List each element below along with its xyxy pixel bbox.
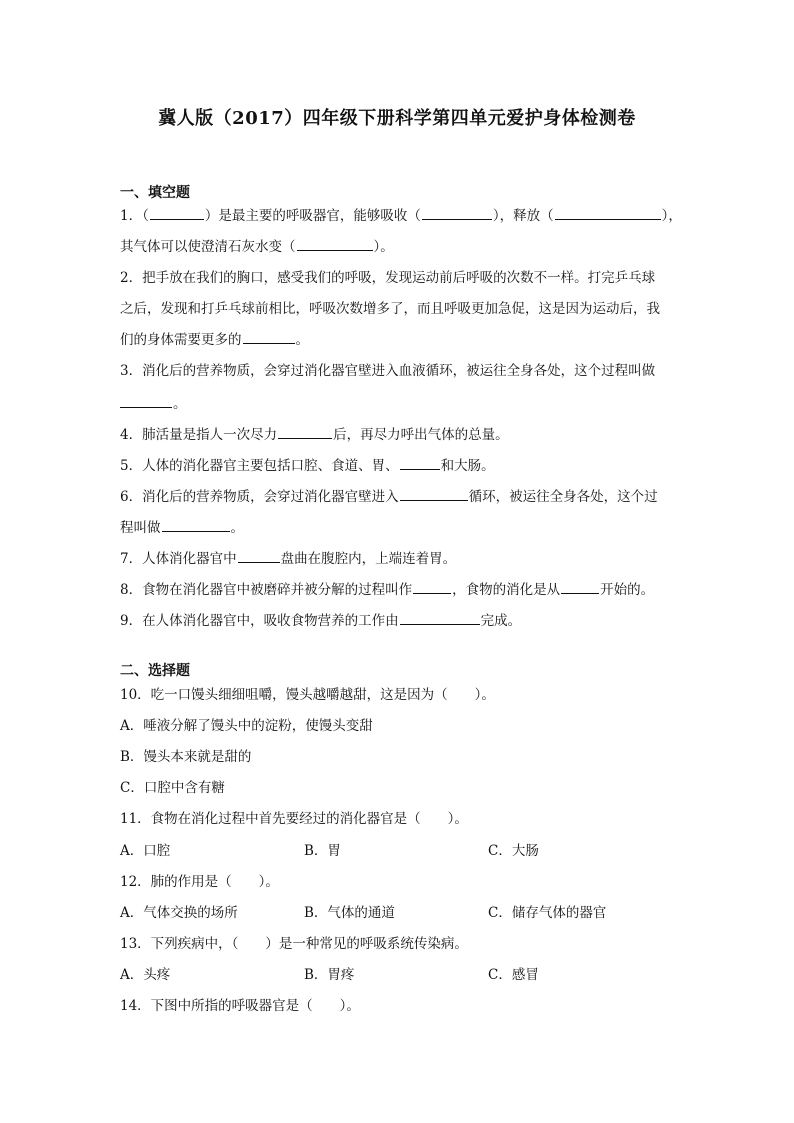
q1-text-f: ）。 <box>373 239 394 255</box>
section-fill-heading: 一、填空题 <box>120 185 190 201</box>
q8-text-c: 开始的。 <box>600 582 655 598</box>
question-12-option-a: A．气体交换的场所 <box>120 905 238 921</box>
q6-blank-2 <box>162 519 230 532</box>
q3-blank <box>120 395 172 408</box>
q1-text-b: ）是最主要的呼吸器官，能够吸收（ <box>204 208 421 224</box>
q6-text-a: 6．消化后的营养物质，会穿过消化器官壁进入 <box>120 489 399 505</box>
question-4 <box>120 426 680 444</box>
question-11-option-c: C．大肠 <box>488 843 539 859</box>
q6-text-b: 循环，被运往全身各处，这个过 <box>468 489 658 505</box>
q3-text-b: 。 <box>173 396 187 412</box>
q2-blank <box>243 331 295 344</box>
question-2-line-2: 之后，发现和打乒乓球前相比，呼吸次数增多了，而且呼吸更加急促，这是因为运动后，我 <box>120 301 660 317</box>
q5-text-b: 和大肠。 <box>440 458 495 474</box>
q2-text-b: 。 <box>295 332 309 348</box>
question-10-stem: 10．吃一口馒头细细咀嚼，馒头越嚼越甜，这是因为（ ）。 <box>120 687 495 703</box>
q7-text-b: 盘曲在腹腔内，上端连着胃。 <box>280 551 457 567</box>
q1-text-a: 1．（ <box>120 208 149 224</box>
section-choice-heading: 二、选择题 <box>120 663 190 679</box>
question-10-option-a: A．唾液分解了馒头中的淀粉，使馒头变甜 <box>120 718 373 734</box>
q7-blank <box>238 550 280 563</box>
question-10-option-b: B．馒头本来就是甜的 <box>120 749 252 765</box>
q7-text-a: 7．人体消化器官中 <box>120 551 237 567</box>
q8-text-a: 8．食物在消化器官中被磨碎并被分解的过程叫作 <box>120 582 413 598</box>
question-3-line-1: 3．消化后的营养物质，会穿过消化器官壁进入血液循环，被运往全身各处，这个过程叫做 <box>120 363 656 379</box>
question-13-option-b: B．胃疼 <box>304 967 355 983</box>
question-2-line-1: 2．把手放在我们的胸口，感受我们的呼吸，发现运动前后呼吸的次数不一样。打完乒乓球 <box>120 270 656 286</box>
q1-blank-1 <box>150 207 204 220</box>
question-10-option-c: C．口腔中含有糖 <box>120 780 225 796</box>
question-1-line-2 <box>120 238 680 256</box>
page-title: 冀人版（2017）四年级下册科学第四单元爱护身体检测卷 <box>158 108 636 129</box>
question-11-option-b: B．胃 <box>304 843 341 859</box>
q6-text-c: 程叫做 <box>120 520 161 536</box>
q1-blank-3 <box>555 207 661 220</box>
question-12-option-c: C．储存气体的器官 <box>488 905 607 921</box>
q1-text-c: ），释放（ <box>492 208 554 224</box>
question-11-stem: 11．食物在消化过程中首先要经过的消化器官是（ ）。 <box>120 811 468 827</box>
question-6-line-1 <box>120 488 680 506</box>
q1-blank-4 <box>297 238 373 251</box>
q5-text-a: 5．人体的消化器官主要包括口腔、食道、胃、 <box>120 458 399 474</box>
q1-blank-2 <box>422 207 492 220</box>
q5-blank <box>400 457 440 470</box>
q9-text-a: 9．在人体消化器官中，吸收食物营养的工作由 <box>120 613 399 629</box>
q2-text-a: 们的身体需要更多的 <box>120 332 242 348</box>
question-11-option-a: A．口腔 <box>120 843 171 859</box>
q6-text-d: 。 <box>230 520 244 536</box>
question-12-stem: 12．肺的作用是（ ）。 <box>120 874 279 890</box>
q8-blank-2 <box>561 581 599 594</box>
q6-blank-1 <box>400 488 468 501</box>
question-13-option-c: C．感冒 <box>488 967 539 983</box>
q9-blank <box>400 612 480 625</box>
question-14-stem: 14．下图中所指的呼吸器官是（ ）。 <box>120 998 360 1014</box>
question-2-line-3 <box>120 331 680 349</box>
question-7 <box>120 550 680 568</box>
question-13-stem: 13．下列疾病中，（ ）是一种常见的呼吸系统传染病。 <box>120 936 468 952</box>
question-1-line-1 <box>120 207 680 225</box>
question-3-line-2 <box>120 395 680 413</box>
q4-text-a: 4．肺活量是指人一次尽力 <box>120 427 278 443</box>
q9-text-b: 完成。 <box>480 613 522 629</box>
question-12-option-b: B．气体的通道 <box>304 905 395 921</box>
q8-blank-1 <box>413 581 451 594</box>
question-8 <box>120 581 680 599</box>
q8-text-b: ，食物的消化是从 <box>452 582 561 598</box>
q4-text-b: 后，再尽力呼出气体的总量。 <box>333 427 509 443</box>
question-9 <box>120 612 680 630</box>
question-13-option-a: A．头疼 <box>120 967 171 983</box>
q4-blank <box>278 426 332 439</box>
q1-text-d: ）， <box>661 208 682 224</box>
question-6-line-2 <box>120 519 680 537</box>
question-5 <box>120 457 680 475</box>
q1-text-e: 其气体可以使澄清石灰水变（ <box>120 239 296 255</box>
